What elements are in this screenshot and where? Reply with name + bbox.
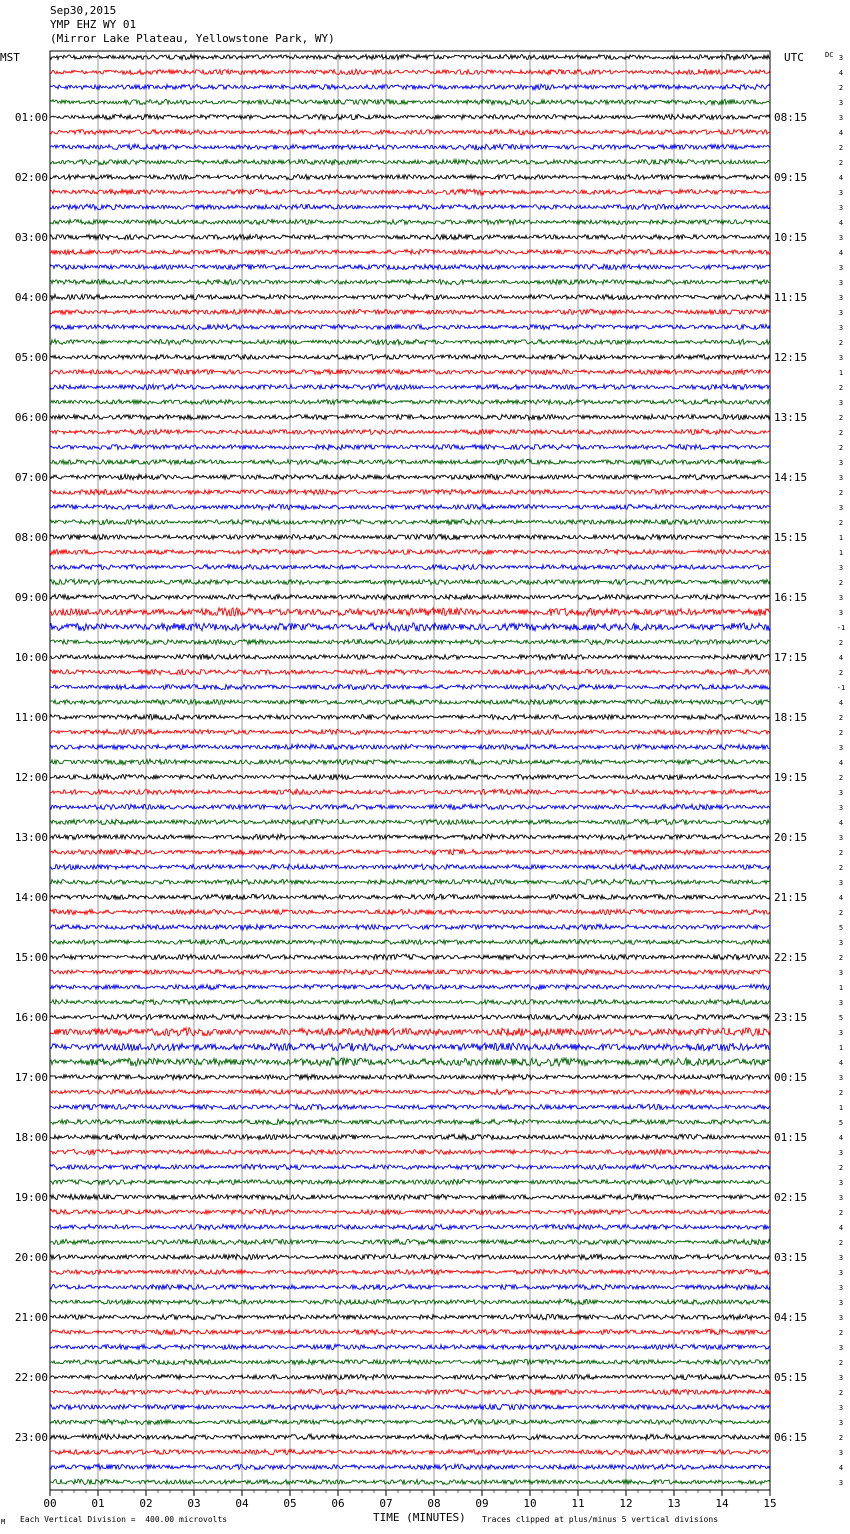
x-tick-label: 10 — [523, 1497, 537, 1510]
seismic-trace — [50, 1014, 770, 1019]
seismic-trace — [50, 608, 770, 616]
seismic-trace — [50, 1284, 770, 1289]
dc-offset-label: 2 — [838, 1329, 844, 1337]
utc-hour-label: 18:15 — [774, 711, 808, 724]
dc-offset-label: 3 — [838, 264, 844, 272]
dc-offset-label: 2 — [838, 909, 844, 917]
seismic-trace — [50, 415, 770, 420]
dc-offset-label: 3 — [838, 1149, 844, 1157]
mst-hour-label: 14:00 — [14, 891, 48, 904]
dc-offset-label: 3 — [838, 1029, 844, 1037]
x-tick-label: 13 — [667, 1497, 681, 1510]
seismic-trace — [50, 1314, 770, 1319]
seismic-trace — [50, 1134, 770, 1140]
seismic-trace — [50, 1058, 770, 1067]
dc-offset-label: 3 — [838, 1314, 844, 1322]
dc-offset-label: 3 — [838, 969, 844, 977]
seismic-trace — [50, 1194, 770, 1200]
mst-hour-label: 03:00 — [14, 231, 48, 244]
seismic-trace — [50, 504, 770, 510]
seismic-trace — [50, 294, 770, 299]
seismic-trace — [50, 834, 770, 840]
dc-offset-label: 3 — [838, 279, 844, 287]
dc-offset-label: 2 — [838, 489, 844, 497]
utc-hour-label: 21:15 — [774, 891, 808, 904]
seismic-trace — [50, 384, 770, 390]
seismic-trace — [50, 219, 770, 224]
seismic-trace — [50, 429, 770, 434]
seismic-trace — [50, 1179, 770, 1185]
seismic-trace — [50, 279, 770, 284]
date-label: Sep30,2015 — [50, 4, 117, 17]
dc-offset-label: 2 — [838, 774, 844, 782]
dc-offset-label: 3 — [838, 294, 844, 302]
mst-hour-label: 20:00 — [14, 1251, 48, 1264]
seismic-trace — [50, 54, 770, 60]
mst-hour-label: 21:00 — [14, 1311, 48, 1324]
dc-offset-label: 3 — [838, 609, 844, 617]
seismic-trace — [50, 114, 770, 119]
seismic-trace — [50, 354, 770, 359]
seismic-trace — [50, 804, 770, 809]
seismic-trace — [50, 339, 770, 345]
dc-offset-label: 3 — [838, 564, 844, 572]
seismic-trace — [50, 129, 770, 134]
seismic-trace — [50, 789, 770, 795]
dc-offset-label: 4 — [838, 759, 844, 767]
seismic-trace — [50, 894, 770, 900]
clip-note: Traces clipped at plus/minus 5 vertical divisions — [482, 1515, 719, 1524]
dc-offset-label: 2 — [838, 849, 844, 857]
dc-offset-label: 3 — [838, 1374, 844, 1382]
dc-offset-label: 3 — [838, 1419, 844, 1427]
seismic-trace — [50, 684, 770, 690]
mst-hour-label: 04:00 — [14, 291, 48, 304]
utc-hour-label: 04:15 — [774, 1311, 808, 1324]
seismic-trace — [50, 324, 770, 329]
x-tick-label: 06 — [331, 1497, 345, 1510]
dc-offset-label: -1 — [836, 684, 846, 692]
seismic-trace — [50, 699, 770, 704]
seismic-trace — [50, 1119, 770, 1125]
seismic-trace — [50, 144, 770, 150]
dc-offset-label: 3 — [838, 1254, 844, 1262]
utc-hour-label: 01:15 — [774, 1131, 808, 1144]
seismic-trace — [50, 1028, 770, 1037]
seismic-trace — [50, 159, 770, 165]
mst-hour-label: 02:00 — [14, 171, 48, 184]
mst-hour-label: 06:00 — [14, 411, 48, 424]
utc-hour-label: 14:15 — [774, 471, 808, 484]
utc-hour-label: 05:15 — [774, 1371, 808, 1384]
x-tick-label: 00 — [43, 1497, 57, 1510]
x-tick-label: 14 — [715, 1497, 729, 1510]
seismic-trace — [50, 474, 770, 480]
seismic-trace — [50, 1239, 770, 1244]
seismic-trace — [50, 1269, 770, 1274]
dc-offset-label: 4 — [838, 1464, 844, 1472]
mst-hour-label: 05:00 — [14, 351, 48, 364]
seismic-trace — [50, 444, 770, 450]
dc-offset-label: -1 — [836, 624, 846, 632]
mst-hour-label: 09:00 — [14, 591, 48, 604]
x-tick-label: 07 — [379, 1497, 393, 1510]
dc-offset-label: 4 — [838, 1134, 844, 1142]
mst-hour-label: 11:00 — [14, 711, 48, 724]
mst-hour-label: 17:00 — [14, 1071, 48, 1084]
utc-hour-label: 00:15 — [774, 1071, 808, 1084]
mst-hour-label: 10:00 — [14, 651, 48, 664]
seismic-trace — [50, 999, 770, 1004]
dc-offset-label: 3 — [838, 1179, 844, 1187]
dc-offset-label: 3 — [838, 474, 844, 482]
dc-offset-label: 3 — [838, 1284, 844, 1292]
trace-layer — [50, 54, 770, 1485]
location-label: (Mirror Lake Plateau, Yellowstone Park, WY) — [50, 32, 335, 45]
x-tick-label: 12 — [619, 1497, 633, 1510]
dc-offset-label: 1 — [838, 534, 844, 542]
seismic-trace — [50, 819, 770, 825]
seismic-trace — [50, 174, 770, 179]
dc-offset-label: 3 — [838, 999, 844, 1007]
seismic-trace — [50, 954, 770, 960]
seismic-trace — [50, 939, 770, 945]
dc-offset-label: 2 — [838, 1434, 844, 1442]
utc-hour-label: 16:15 — [774, 591, 808, 604]
seismic-trace — [50, 909, 770, 915]
dc-offset-label: 2 — [838, 639, 844, 647]
mst-hour-label: 07:00 — [14, 471, 48, 484]
x-tick-label: 03 — [187, 1497, 201, 1510]
dc-offset-label: 1 — [838, 1104, 844, 1112]
mst-hour-label: 15:00 — [14, 951, 48, 964]
dc-offset-label: 2 — [838, 864, 844, 872]
mst-hour-label: 19:00 — [14, 1191, 48, 1204]
dc-offset-label: 2 — [838, 714, 844, 722]
dc-offset-label: 2 — [838, 414, 844, 422]
dc-offset-label: 2 — [838, 1359, 844, 1367]
dc-offset-label: 5 — [838, 1014, 844, 1022]
seismic-trace — [50, 99, 770, 105]
dc-offset-label: 2 — [838, 144, 844, 152]
dc-offset-label: 2 — [838, 1209, 844, 1217]
seismic-trace — [50, 924, 770, 930]
utc-hour-label: 22:15 — [774, 951, 808, 964]
dc-offset-label: 4 — [838, 174, 844, 182]
dc-offset-label: 3 — [838, 309, 844, 317]
seismic-trace — [50, 729, 770, 734]
seismic-trace — [50, 744, 770, 749]
seismic-trace — [50, 1434, 770, 1440]
x-tick-label: 11 — [571, 1497, 585, 1510]
mst-hour-label: 16:00 — [14, 1011, 48, 1024]
seismic-trace — [50, 714, 770, 720]
seismic-trace — [50, 1374, 770, 1379]
seismic-trace — [50, 1389, 770, 1394]
seismic-trace — [50, 1359, 770, 1364]
dc-offset-label: 3 — [838, 459, 844, 467]
dc-offset-label: 4 — [838, 1224, 844, 1232]
seismic-trace — [50, 264, 770, 270]
utc-hour-label: 12:15 — [774, 351, 808, 364]
seismic-trace — [50, 969, 770, 974]
seismic-trace — [50, 984, 770, 990]
seismic-trace — [50, 1164, 770, 1169]
x-tick-label: 05 — [283, 1497, 297, 1510]
seismic-trace — [50, 1449, 770, 1455]
dc-offset-label: 3 — [838, 804, 844, 812]
seismic-trace — [50, 1344, 770, 1349]
dc-offset-label: 3 — [838, 504, 844, 512]
seismic-trace — [50, 849, 770, 855]
seismic-trace — [50, 669, 770, 675]
utc-hour-label: 06:15 — [774, 1431, 808, 1444]
utc-hour-label: 03:15 — [774, 1251, 808, 1264]
seismic-trace — [50, 564, 770, 569]
dc-offset-label: 4 — [838, 69, 844, 77]
utc-hour-label: 02:15 — [774, 1191, 808, 1204]
dc-offset-label: 4 — [838, 654, 844, 662]
utc-hour-label: 20:15 — [774, 831, 808, 844]
utc-hour-label: 15:15 — [774, 531, 808, 544]
dc-offset-label: 2 — [838, 1164, 844, 1172]
dc-offset-label: 2 — [838, 1089, 844, 1097]
x-axis-label: TIME (MINUTES) — [373, 1511, 466, 1524]
x-tick-label: 15 — [763, 1497, 777, 1510]
dc-offset-label: 3 — [838, 789, 844, 797]
utc-hour-label: 09:15 — [774, 171, 808, 184]
dc-offset-label: 2 — [838, 84, 844, 92]
dc-offset-label: 4 — [838, 219, 844, 227]
dc-offset-label: 3 — [838, 189, 844, 197]
dc-label: DC — [825, 51, 834, 59]
seismic-trace — [50, 369, 770, 374]
dc-offset-label: 5 — [838, 924, 844, 932]
utc-axis-label: UTC — [784, 51, 804, 64]
dc-offset-label: 2 — [838, 384, 844, 392]
seismic-trace — [50, 1074, 770, 1079]
x-tick-label: 02 — [139, 1497, 153, 1510]
seismic-trace — [50, 459, 770, 465]
seismic-trace — [50, 579, 770, 585]
mst-hour-label: 22:00 — [14, 1371, 48, 1384]
seismic-trace — [50, 639, 770, 644]
seismic-trace — [50, 654, 770, 660]
dc-offset-label: 3 — [838, 594, 844, 602]
dc-offset-label: 3 — [838, 114, 844, 122]
dc-offset-label: 2 — [838, 339, 844, 347]
dc-offset-label: 2 — [838, 954, 844, 962]
seismic-trace — [50, 204, 770, 210]
mst-hour-label: 18:00 — [14, 1131, 48, 1144]
x-tick-label: 09 — [475, 1497, 489, 1510]
seismic-trace — [50, 84, 770, 90]
dc-offset-label: 4 — [838, 129, 844, 137]
utc-hour-label: 13:15 — [774, 411, 808, 424]
dc-offset-label: 2 — [838, 429, 844, 437]
seismic-trace — [50, 864, 770, 870]
dc-offset-label: 1 — [838, 549, 844, 557]
seismic-trace — [50, 623, 770, 631]
dc-offset-label: 5 — [838, 1119, 844, 1127]
x-tick-label: 01 — [91, 1497, 105, 1510]
seismic-trace — [50, 1043, 770, 1051]
seismic-trace — [50, 1224, 770, 1229]
seismic-trace — [50, 1254, 770, 1259]
dc-offset-label: 4 — [838, 819, 844, 827]
dc-offset-label: 3 — [838, 324, 844, 332]
dc-offset-label: 2 — [838, 579, 844, 587]
dc-offset-label: 1 — [838, 369, 844, 377]
seismic-trace — [50, 399, 770, 404]
dc-offset-label: 2 — [838, 159, 844, 167]
mst-hour-label: 13:00 — [14, 831, 48, 844]
seismic-trace — [50, 1104, 770, 1109]
seismic-trace — [50, 549, 770, 554]
seismic-trace — [50, 489, 770, 495]
utc-hour-label: 19:15 — [774, 771, 808, 784]
x-tick-label: 08 — [427, 1497, 441, 1510]
dc-offset-label: 3 — [838, 204, 844, 212]
dc-offset-label: 3 — [838, 939, 844, 947]
seismic-trace — [50, 1404, 770, 1410]
dc-offset-label: 2 — [838, 444, 844, 452]
dc-offset-label: 3 — [838, 834, 844, 842]
utc-hour-label: 23:15 — [774, 1011, 808, 1024]
dc-offset-label: 3 — [838, 54, 844, 62]
dc-offset-label: 4 — [838, 699, 844, 707]
dc-offset-label: 3 — [838, 1404, 844, 1412]
utc-hour-label: 10:15 — [774, 231, 808, 244]
scale-note: Each Vertical Division = 400.00 microvolts — [20, 1515, 228, 1524]
seismic-trace — [50, 1149, 770, 1154]
seismic-trace — [50, 1209, 770, 1214]
seismic-trace — [50, 519, 770, 524]
dc-offset-label: 3 — [838, 99, 844, 107]
seismic-trace — [50, 1419, 770, 1425]
dc-offset-label: 2 — [838, 519, 844, 527]
mst-axis-label: MST — [0, 51, 20, 64]
corner-mark: M — [1, 1518, 6, 1526]
utc-hour-label: 17:15 — [774, 651, 808, 664]
dc-offset-label: 3 — [838, 354, 844, 362]
dc-offset-label: 4 — [838, 894, 844, 902]
seismic-trace — [50, 309, 770, 315]
utc-hour-label: 11:15 — [774, 291, 808, 304]
mst-hour-label: 01:00 — [14, 111, 48, 124]
dc-offset-label: 3 — [838, 1269, 844, 1277]
dc-offset-label: 3 — [838, 1299, 844, 1307]
seismic-trace — [50, 774, 770, 779]
dc-offset-label: 3 — [838, 399, 844, 407]
mst-hour-label: 12:00 — [14, 771, 48, 784]
seismic-trace — [50, 1329, 770, 1335]
seismic-trace — [50, 1464, 770, 1469]
seismic-trace — [50, 249, 770, 255]
dc-offset-label: 4 — [838, 249, 844, 257]
dc-offset-label: 3 — [838, 1074, 844, 1082]
dc-offset-label: 3 — [838, 1344, 844, 1352]
seismic-trace — [50, 189, 770, 195]
dc-offset-label: 3 — [838, 744, 844, 752]
dc-offset-label: 2 — [838, 1239, 844, 1247]
seismic-trace — [50, 594, 770, 599]
dc-offset-label: 2 — [838, 729, 844, 737]
dc-offset-label: 3 — [838, 1449, 844, 1457]
dc-offset-label: 1 — [838, 1044, 844, 1052]
seismic-trace — [50, 1479, 770, 1485]
dc-offset-label: 2 — [838, 1389, 844, 1397]
x-tick-label: 04 — [235, 1497, 249, 1510]
dc-offset-label: 3 — [838, 1479, 844, 1487]
seismic-trace — [50, 234, 770, 239]
dc-offset-label: 2 — [838, 669, 844, 677]
mst-hour-label: 08:00 — [14, 531, 48, 544]
label-layer — [0, 51, 845, 1510]
station-label: YMP EHZ WY 01 — [50, 18, 137, 31]
dc-offset-label: 4 — [838, 1059, 844, 1067]
dc-offset-label: 3 — [838, 234, 844, 242]
dc-offset-label: 1 — [838, 984, 844, 992]
mst-hour-label: 23:00 — [14, 1431, 48, 1444]
seismic-trace — [50, 759, 770, 765]
dc-offset-label: 3 — [838, 879, 844, 887]
utc-hour-label: 08:15 — [774, 111, 808, 124]
dc-offset-label: 3 — [838, 1194, 844, 1202]
seismic-trace — [50, 1089, 770, 1094]
seismic-trace — [50, 534, 770, 540]
seismic-trace — [50, 879, 770, 885]
seismic-trace — [50, 69, 770, 74]
seismic-trace — [50, 1299, 770, 1305]
